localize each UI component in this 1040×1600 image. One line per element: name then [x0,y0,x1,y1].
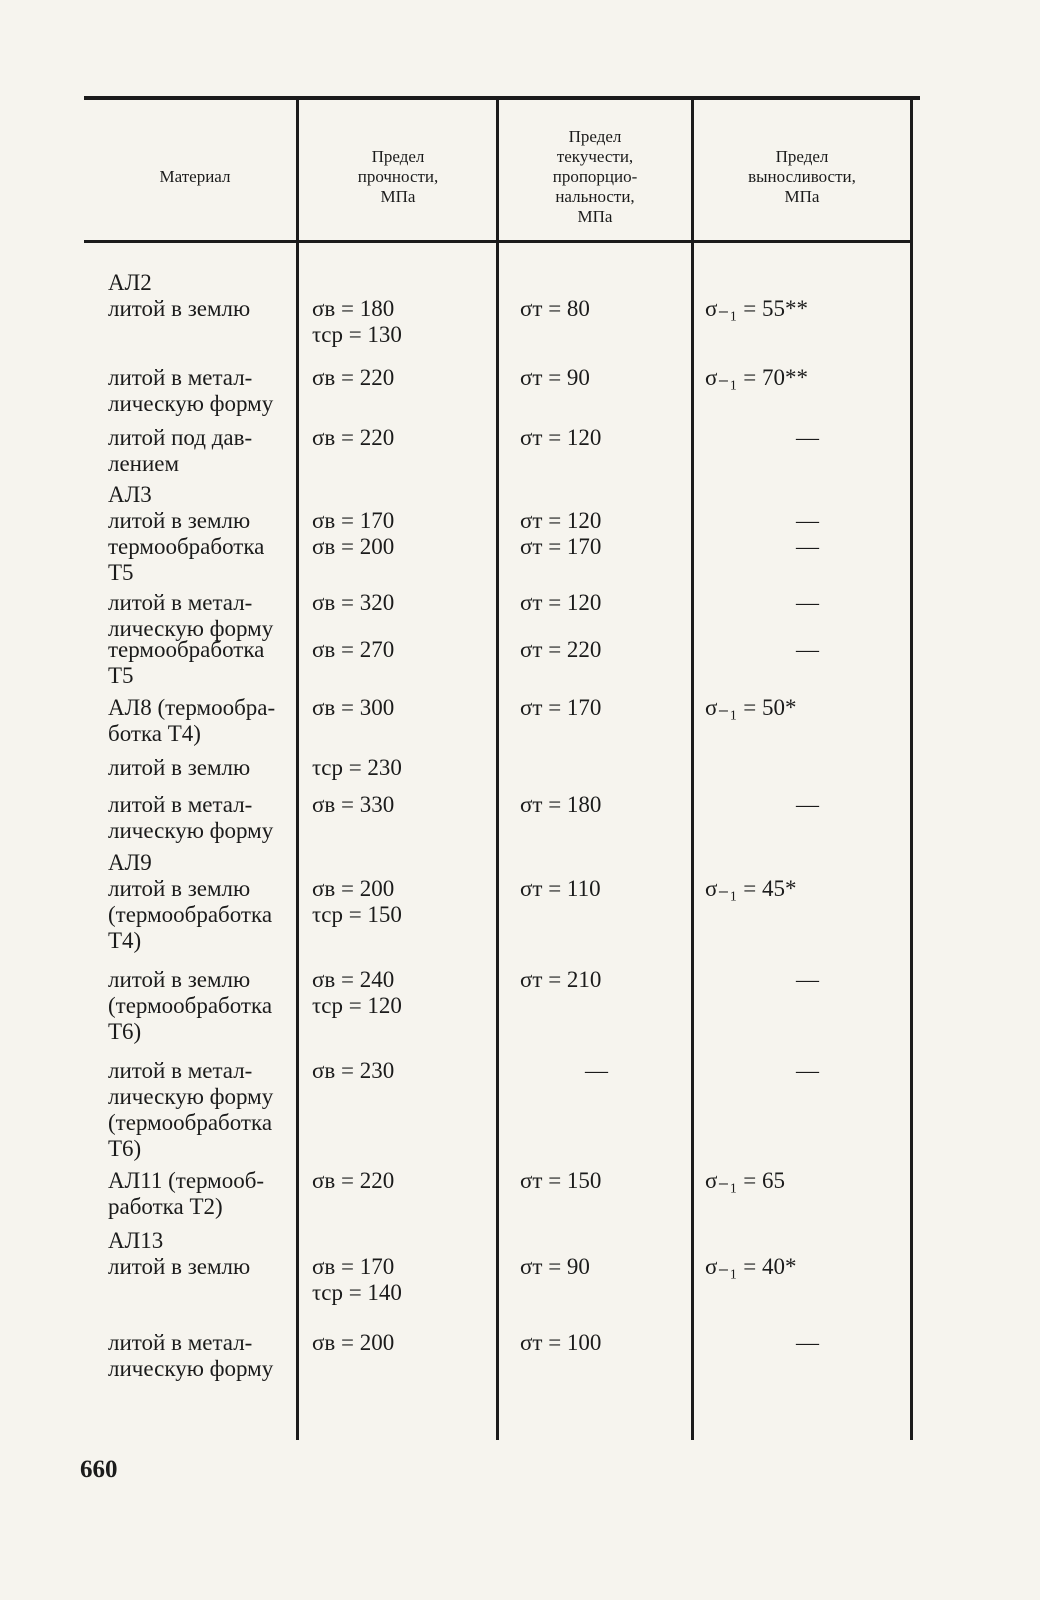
yield-cell: σт = 210 [520,967,602,992]
strength-cell: σв = 200 [312,534,395,559]
material-cell: АЛ2 литой в землю [108,270,251,321]
header-strength: Предел прочности, МПа [357,147,439,206]
yield-cell [520,755,685,781]
endurance-cell: — [796,1058,819,1083]
endurance-cell: σ₋₁ = 70** [705,365,809,390]
strength-cell: σв = 270 [312,637,395,662]
material-cell: литой в землю (термообработка Т6) [108,967,273,1044]
endurance-cell: — [796,1330,819,1355]
strength-cell: σв = 220 [312,425,395,450]
strength-cell: σв = 180 τср = 130 [312,296,402,347]
material-cell: АЛ11 (термооб- работка Т2) [108,1168,265,1219]
material-cell: АЛ8 (термообра- ботка Т4) [108,695,276,746]
strength-cell: σв = 170 τср = 140 [312,1254,402,1305]
strength-cell: σв = 220 [312,365,395,390]
endurance-cell: — [796,967,819,992]
material-cell: термообработка Т5 [108,637,265,688]
strength-cell: τср = 230 [312,755,402,780]
material-cell: АЛ3 литой в землю [108,482,251,533]
strength-cell: σв = 240 τср = 120 [312,967,402,1018]
endurance-cell: σ₋₁ = 65 [705,1168,786,1193]
endurance-cell: — [796,590,819,615]
yield-cell: σт = 80 [520,296,590,321]
endurance-cell: — [796,792,819,817]
material-cell: литой в метал- лическую форму [108,365,274,416]
yield-cell: σт = 110 [520,876,601,901]
yield-cell: σт = 220 [520,637,602,662]
yield-cell: σт = 90 [520,365,590,390]
endurance-cell: — [796,508,819,533]
yield-cell: σт = 170 [520,695,602,720]
header-endurance: Предел выносливости, МПа [748,147,856,206]
yield-cell: σт = 120 [520,425,602,450]
column-divider-4 [910,100,913,1440]
yield-cell: σт = 120 [520,508,602,533]
material-cell: литой под дав- лением [108,425,253,476]
column-divider-2 [496,100,499,1440]
yield-cell: σт = 90 [520,1254,590,1279]
endurance-cell: σ₋₁ = 45* [705,876,797,901]
endurance-cell: σ₋₁ = 50* [705,695,797,720]
header-material: Материал [159,167,231,186]
material-cell: термообработка Т5 [108,534,265,585]
strength-cell: σв = 170 [312,508,395,533]
yield-cell: σт = 170 [520,534,602,559]
top-rule [84,96,920,100]
endurance-cell: σ₋₁ = 40* [705,1254,797,1279]
yield-cell: σт = 100 [520,1330,602,1355]
material-cell: литой в метал- лическую форму [108,1330,274,1381]
header-yield: Предел текучести, пропорцио- нальности, МПа [552,127,638,226]
yield-cell: σт = 150 [520,1168,602,1193]
strength-cell: σв = 320 [312,590,395,615]
material-cell: литой в землю [108,755,251,780]
strength-cell: σв = 330 [312,792,395,817]
material-cell: литой в метал- лическую форму [108,590,274,641]
endurance-cell: — [796,637,819,662]
strength-cell: σв = 200 τср = 150 [312,876,402,927]
strength-cell: σв = 300 [312,695,395,720]
material-cell: АЛ9 литой в землю (термообработка Т4) [108,850,273,953]
strength-cell: σв = 230 [312,1058,395,1083]
yield-cell: σт = 120 [520,590,602,615]
endurance-cell: — [796,534,819,559]
page-number: 660 [80,1456,118,1483]
material-cell: литой в метал- лическую форму (термообработка Т6) [108,1058,274,1161]
yield-cell: σт = 180 [520,792,602,817]
material-cell: литой в метал- лическую форму [108,792,274,843]
endurance-cell: — [796,425,819,450]
column-divider-3 [691,100,694,1440]
strength-cell: σв = 220 [312,1168,395,1193]
endurance-cell: σ₋₁ = 55** [705,296,809,321]
strength-cell: σв = 200 [312,1330,395,1355]
material-cell: АЛ13 литой в землю [108,1228,251,1279]
yield-cell: — [585,1058,608,1083]
